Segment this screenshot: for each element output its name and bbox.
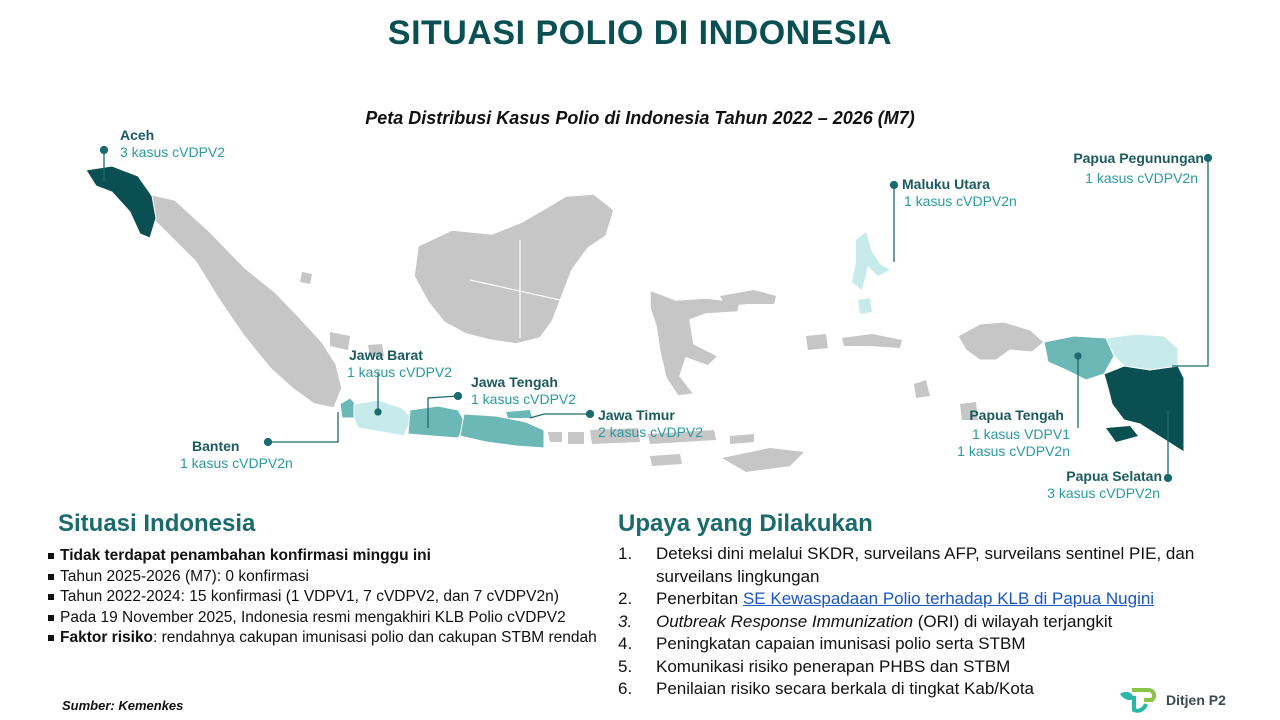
ditjen-p2-logo-icon xyxy=(1118,686,1158,714)
map-subtitle: Peta Distribusi Kasus Polio di Indonesia Tahun 2022 – 2026 (M7) xyxy=(365,108,915,128)
papteng-cases-2: 1 kasus cVDPV2n xyxy=(957,443,1070,459)
papua-pegunungan-province xyxy=(1106,334,1178,370)
alor-island xyxy=(730,434,754,444)
upaya-title: Upaya yang Dilakukan xyxy=(618,510,873,537)
papteng-leader-dot xyxy=(1075,353,1081,359)
papeg-leader-line xyxy=(1172,158,1208,366)
jatim-name: Jawa Timur xyxy=(598,407,675,423)
label-papua-selatan xyxy=(1047,468,1160,502)
aceh-province xyxy=(86,166,156,238)
source-note: Sumber: Kemenkes xyxy=(62,698,184,713)
upaya-item-number: 5. xyxy=(618,656,633,676)
papsel-cases: 3 kasus cVDPV2n xyxy=(1047,485,1160,501)
maluku-buru xyxy=(806,334,828,350)
upaya-item-number: 1. xyxy=(618,544,633,563)
upaya-item-text: Penerbitan xyxy=(656,589,743,608)
aceh-name: Aceh xyxy=(120,127,155,143)
label-aceh xyxy=(120,127,225,161)
aceh-cases: 3 kasus cVDPV2 xyxy=(120,144,226,160)
upaya-item xyxy=(618,633,1238,656)
situasi-list xyxy=(46,546,616,649)
label-jawa-barat xyxy=(347,347,452,381)
papsel-leader-dot xyxy=(1165,475,1172,482)
label-papua-tengah xyxy=(957,407,1070,460)
papeg-cases: 1 kasus cVDPV2n xyxy=(1085,170,1198,186)
label-maluku-utara xyxy=(902,176,1017,210)
upaya-item-text: Deteksi dini melalui SKDR, surveilans AFP, surveilans sentinel PIE, dan surveilans lingkungan xyxy=(656,544,1195,586)
upaya-item-text: (ORI) di wilayah terjangkit xyxy=(913,611,1113,631)
banten-name: Banten xyxy=(192,438,240,454)
label-papua-pegunungan xyxy=(1073,150,1204,187)
malut-cases: 1 kasus cVDPV2n xyxy=(904,193,1017,209)
ditjen-p2-logo xyxy=(1118,686,1226,714)
aceh-leader-dot xyxy=(101,147,108,154)
upaya-item xyxy=(618,588,1238,611)
situasi-item-text: Pada 19 November 2025, Indonesia resmi mengakhiri KLB Polio cVDPV2 xyxy=(60,608,566,626)
malut-leader-dot xyxy=(891,182,898,189)
malut-name: Maluku Utara xyxy=(902,176,990,192)
lombok-island xyxy=(568,432,584,444)
upaya-item-text: Komunikasi risiko penerapan PHBS dan STBM xyxy=(656,656,1011,676)
upaya-list xyxy=(618,543,1238,701)
maluku-utara-islet xyxy=(858,298,872,314)
maluku-south-isles xyxy=(914,380,930,398)
situasi-item xyxy=(46,546,616,567)
upaya-item xyxy=(618,656,1238,679)
jabar-name: Jawa Barat xyxy=(349,347,423,363)
upaya-item-italic: Outbreak Response Immunization xyxy=(656,611,914,631)
jawa-barat-province xyxy=(354,400,412,436)
situasi-item xyxy=(46,567,616,588)
situasi-item-text: Tahun 2025-2026 (M7): 0 konfirmasi xyxy=(60,567,309,585)
label-jawa-timur xyxy=(598,407,703,441)
ditjen-p2-logo-text: Ditjen P2 xyxy=(1166,692,1226,708)
upaya-item xyxy=(618,611,1238,634)
papeg-leader-dot xyxy=(1205,155,1212,162)
label-jawa-tengah xyxy=(471,374,576,408)
situasi-item-text: : rendahnya cakupan imunisasi polio dan cakupan STBM rendah xyxy=(153,629,597,646)
maluku-utara-province xyxy=(852,232,890,290)
jatim-cases: 2 kasus cVDPV2 xyxy=(598,424,704,440)
jawa-timur-province xyxy=(460,414,544,448)
sulawesi-north-arm xyxy=(720,290,776,306)
jawa-tengah-province xyxy=(408,406,466,438)
situasi-item-bold: Faktor risiko xyxy=(60,629,154,646)
jabar-leader-dot xyxy=(375,409,381,415)
papua-selatan-island xyxy=(1106,426,1138,442)
jateng-leader-dot xyxy=(455,393,462,400)
papteng-cases-1: 1 kasus VDPV1 xyxy=(971,426,1070,442)
papteng-name: Papua Tengah xyxy=(969,407,1064,423)
page-title: SITUASI POLIO DI INDONESIA xyxy=(387,14,893,52)
upaya-item-text: Peningkatan capaian imunisasi polio serta STBM xyxy=(656,634,1026,653)
sumba-island xyxy=(650,454,682,466)
upaya-item-number: 6. xyxy=(618,679,633,698)
situasi-item xyxy=(46,628,616,649)
situasi-item xyxy=(46,608,616,629)
label-banten xyxy=(180,438,293,472)
sumatra-island xyxy=(140,192,342,408)
jatim-leader-line xyxy=(530,414,590,418)
timor-island xyxy=(722,448,804,472)
upaya-item-number: 4. xyxy=(618,634,633,653)
papsel-name: Papua Selatan xyxy=(1066,468,1162,484)
papeg-name: Papua Pegunungan xyxy=(1073,150,1204,166)
jabar-cases: 1 kasus cVDPV2 xyxy=(347,364,453,380)
banten-cases: 1 kasus cVDPV2n xyxy=(180,455,293,471)
upaya-item-number: 2. xyxy=(618,589,633,608)
situasi-item-bold: Tidak terdapat penambahan konfirmasi minggu ini xyxy=(60,547,431,564)
riau-islands xyxy=(300,272,312,284)
upaya-item-number: 3. xyxy=(618,611,633,631)
papua-barat xyxy=(958,322,1044,360)
kalimantan-island xyxy=(414,194,614,344)
madura-island xyxy=(506,410,532,418)
jatim-leader-dot xyxy=(587,411,594,418)
se-kewaspadaan-link[interactable]: SE Kewaspadaan Polio terhadap KLB di Papua Nugini xyxy=(742,589,1155,608)
upaya-item-text: Penilaian risiko secara berkala di tingkat Kab/Kota xyxy=(656,679,1034,698)
situasi-item xyxy=(46,587,616,608)
jateng-cases: 1 kasus cVDPV2 xyxy=(471,391,577,407)
maluku-seram xyxy=(842,334,902,348)
situasi-title: Situasi Indonesia xyxy=(58,510,256,537)
bali-island xyxy=(548,432,562,442)
situasi-item-text: Tahun 2022-2024: 15 konfirmasi (1 VDPV1, 7 cVDPV2, dan 7 cVDPV2n) xyxy=(60,588,559,605)
upaya-item xyxy=(618,543,1238,588)
jateng-name: Jawa Tengah xyxy=(471,374,558,390)
